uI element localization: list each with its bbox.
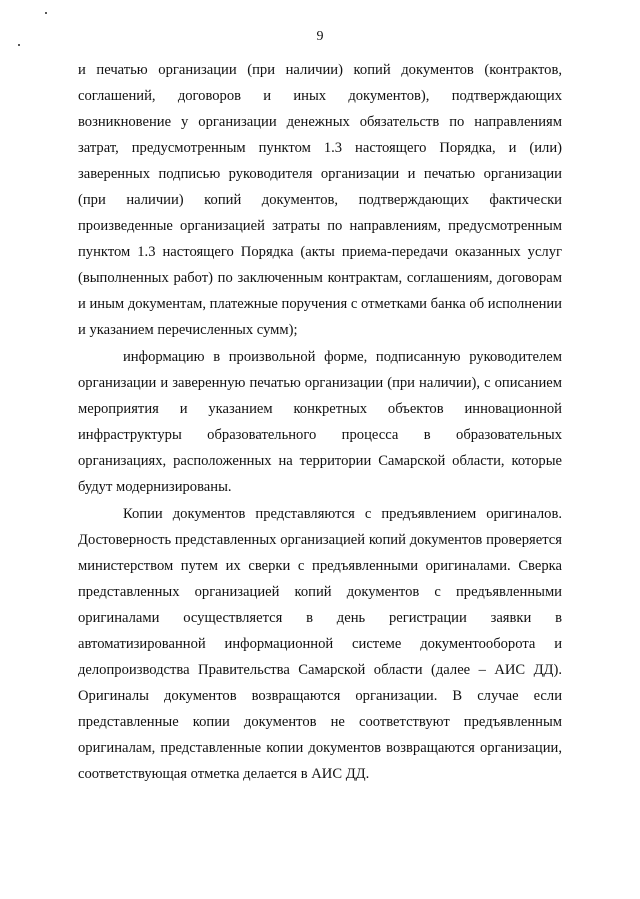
scan-speck [45, 12, 47, 14]
paragraph-continuation: и печатью организации (при наличии) копий документов (контрактов, соглашений, договоров и иных документов), подтверждающих возникновение у организации денежных обязательств по направлениям затрат, предусмотренным пунктом 1.3 настоящего Порядка, и (или) заверенных подписью руководителя организации и печатью организации (при наличии) копий документов, подтверждающих фактически произведенные организацией затраты по направлениям, предусмотренным пунктом 1.3 настоящего Порядка (акты приема-передачи оказанных услуг (выполненных работ) по заключенным контрактам, соглашениям, договорам и иным документам, платежные поручения с отметками банка об исполнении и указанием перечисленных сумм); [78, 62, 562, 338]
document-body [78, 57, 562, 787]
paragraph-information: информацию в произвольной форме, подписанную руководителем организации и заверенную печатью организации (при наличии), с описанием мероприятия и указанием конкретных объектов инновационной инфраструктуры образовательного процесса в образовательных организациях, расположенных на территории Самарской области, которые будут модернизированы. [78, 349, 562, 495]
paragraph-copies: Копии документов представляются с предъявлением оригиналов. Достоверность представленных организацией копий документов проверяется министерством путем их сверки с предъявленными оригиналами. Сверка представленных организацией копий документов с предъявленными оригиналами осуществляется в день регистрации заявки в автоматизированной информационной системе документооборота и делопроизводства Правительства Самарской области (далее – АИС ДД). Оригиналы документов возвращаются организации. В случае если представленные копии документов не соответствуют предъявленным оригиналам, представленные копии документов возвращаются организации, соответствующая отметка делается в АИС ДД. [78, 506, 562, 782]
page-number: 9 [316, 29, 324, 44]
